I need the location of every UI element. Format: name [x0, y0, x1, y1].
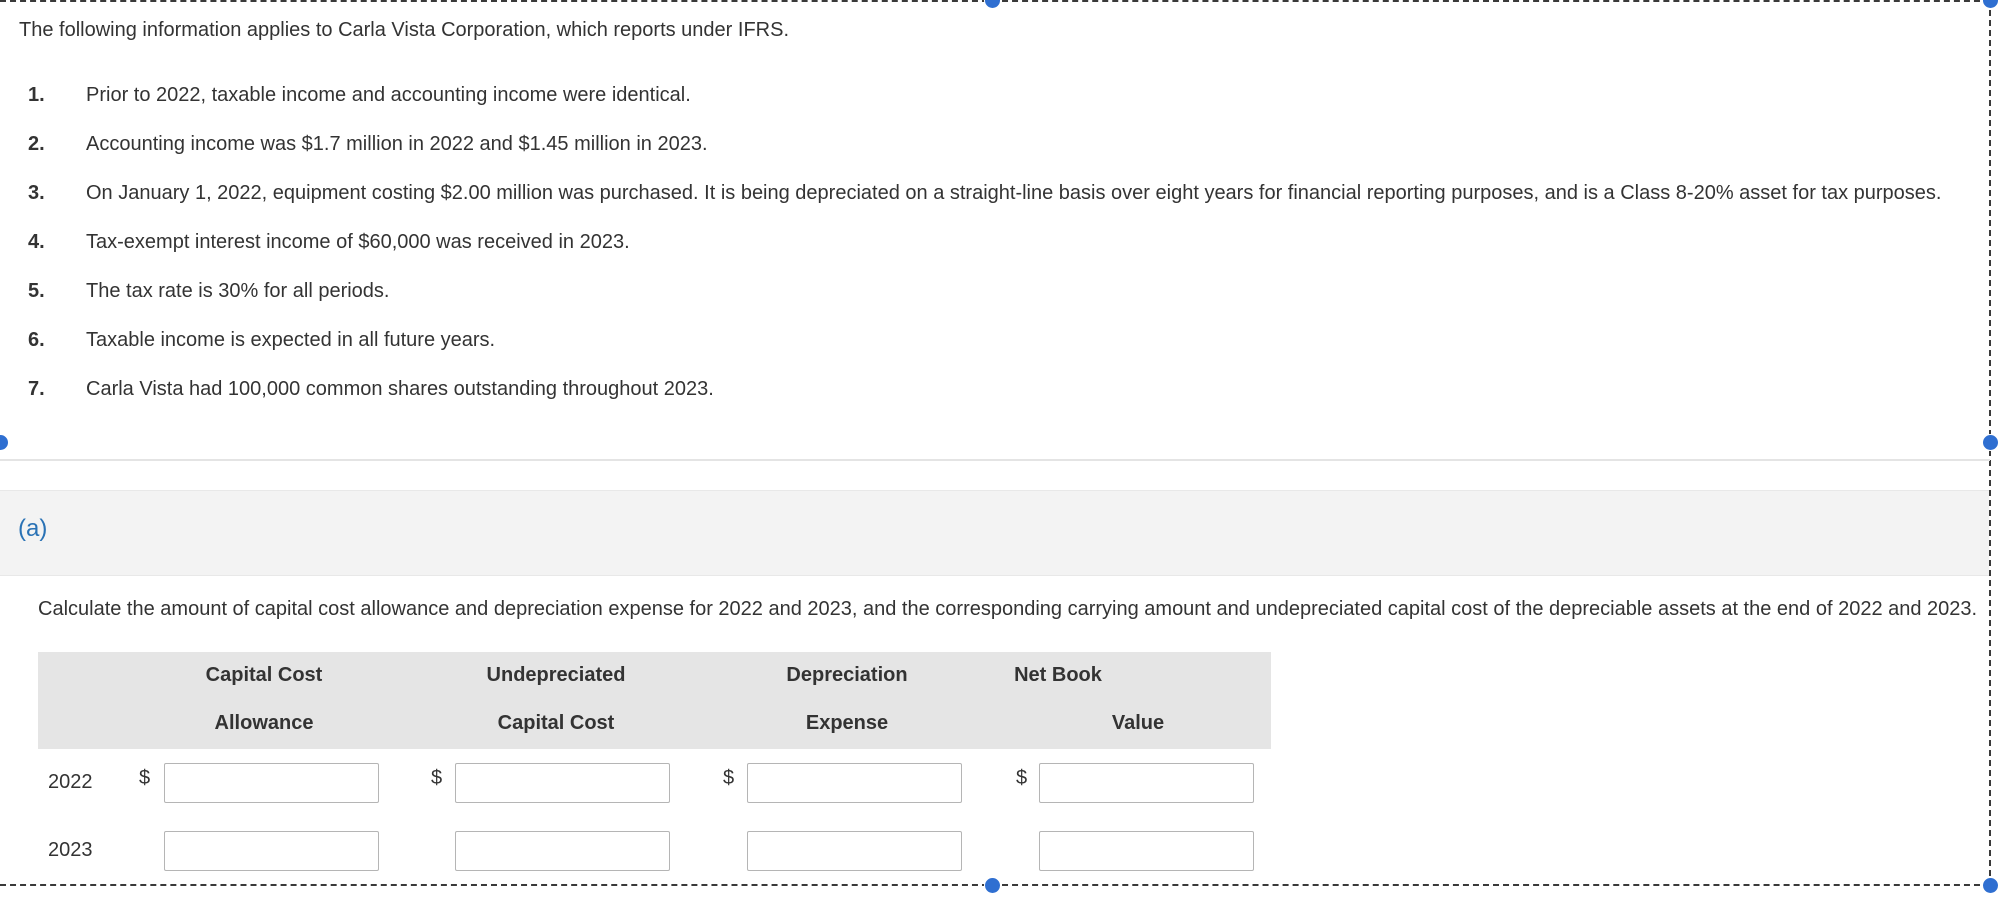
- resize-handle-top[interactable]: [984, 0, 1001, 9]
- resize-handle-bottom[interactable]: [984, 877, 1001, 894]
- row-year: 2022: [48, 771, 93, 793]
- header-depreciation-line2: Expense: [805, 712, 889, 734]
- ucc-2023-input[interactable]: [455, 831, 670, 871]
- question-text: Calculate the amount of capital cost allowance and depreciation expense for 2022 and 2023, and the corresponding carrying amount and undepreciated capital cost of the depreciable assets at the end of 2022 and 2023.: [38, 598, 1978, 620]
- header-cca-line2: Allowance: [214, 712, 314, 734]
- cca-2022-input[interactable]: [164, 763, 379, 803]
- intro-text: The following information applies to Carla Vista Corporation, which reports under IFRS.: [19, 19, 789, 41]
- list-number: 3.: [28, 182, 45, 204]
- resize-handle-right[interactable]: [1982, 434, 1999, 451]
- list-number: 7.: [28, 378, 45, 400]
- header-depreciation-line1: Depreciation: [786, 664, 908, 686]
- cca-2023-input[interactable]: [164, 831, 379, 871]
- row-year: 2023: [48, 839, 93, 861]
- part-header: [0, 490, 1989, 576]
- nbv-2023-input[interactable]: [1039, 831, 1254, 871]
- list-text: Taxable income is expected in all future years.: [86, 329, 496, 351]
- section-divider: [0, 459, 1990, 461]
- list-text: Prior to 2022, taxable income and accounting income were identical.: [86, 84, 691, 106]
- part-label: (a): [18, 515, 48, 542]
- ucc-2022-input[interactable]: [455, 763, 670, 803]
- header-ucc-line2: Capital Cost: [497, 712, 615, 734]
- list-number: 5.: [28, 280, 45, 302]
- resize-handle-left[interactable]: [0, 434, 9, 451]
- list-number: 2.: [28, 133, 45, 155]
- header-cca-line1: Capital Cost: [205, 664, 323, 686]
- resize-handle-bottom-right[interactable]: [1982, 877, 1999, 894]
- list-number: 6.: [28, 329, 45, 351]
- currency-symbol: $: [723, 767, 735, 789]
- header-ucc-line1: Undepreciated: [486, 664, 626, 686]
- list-number: 1.: [28, 84, 45, 106]
- list-text: Accounting income was $1.7 million in 2022 and $1.45 million in 2023.: [86, 133, 708, 155]
- list-text: Carla Vista had 100,000 common shares outstanding throughout 2023.: [86, 378, 714, 400]
- currency-symbol: $: [1016, 767, 1028, 789]
- header-nbv-line2: Value: [1111, 712, 1165, 734]
- resize-handle-top-right[interactable]: [1982, 0, 1999, 9]
- list-text: On January 1, 2022, equipment costing $2.00 million was purchased. It is being depreciated on a straight-line basis over eight years for financial reporting purposes, and is a Class 8-20% asset for tax purposes.: [86, 182, 1942, 204]
- list-number: 4.: [28, 231, 45, 253]
- depreciation-2022-input[interactable]: [747, 763, 962, 803]
- depreciation-2023-input[interactable]: [747, 831, 962, 871]
- currency-symbol: $: [139, 767, 151, 789]
- nbv-2022-input[interactable]: [1039, 763, 1254, 803]
- table-header: [38, 652, 1271, 749]
- list-text: Tax-exempt interest income of $60,000 was received in 2023.: [86, 231, 630, 253]
- header-nbv-line1: Net Book: [1014, 664, 1102, 686]
- currency-symbol: $: [431, 767, 443, 789]
- list-text: The tax rate is 30% for all periods.: [86, 280, 390, 302]
